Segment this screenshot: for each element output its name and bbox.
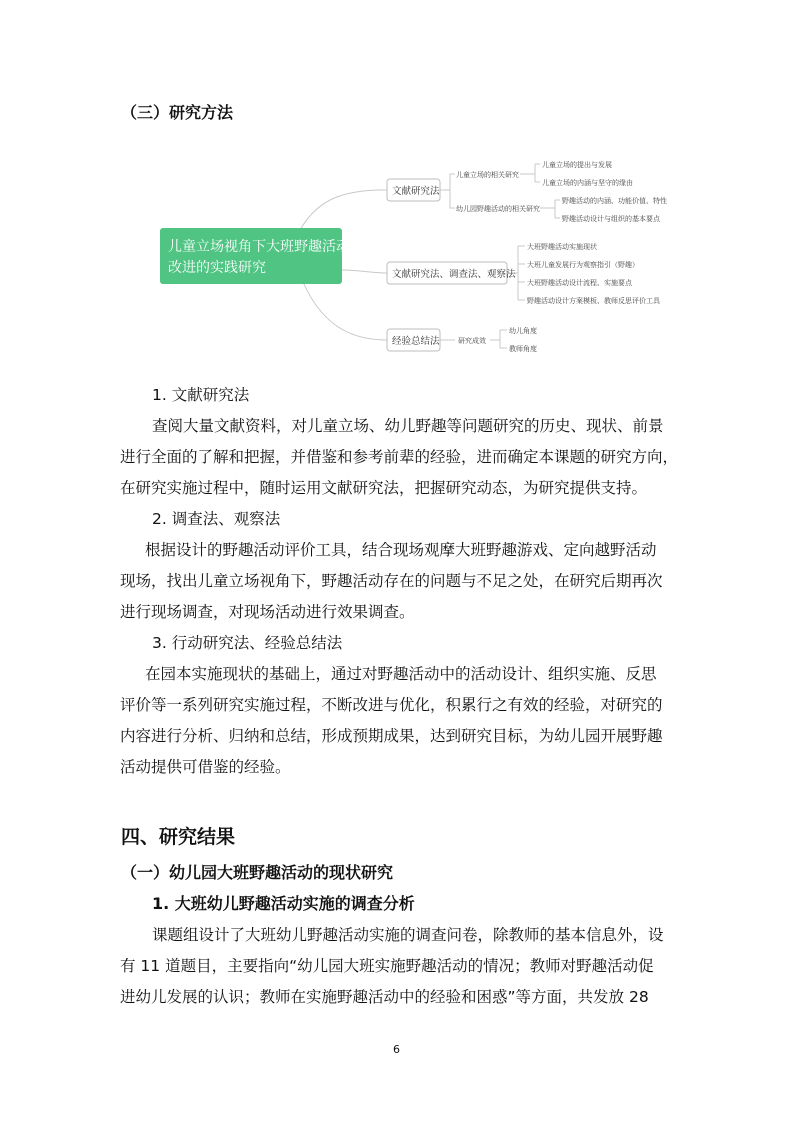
leaf-label: 儿童立场的内涵与坚守的缘由 — [542, 179, 633, 187]
research-methods-mindmap — [150, 150, 690, 360]
branch-label-survey-observation: 文献研究法、调查法、观察法 — [392, 269, 516, 280]
method-2-title: 2. 调查法、观察法 — [152, 510, 281, 528]
section-heading-research-methods: （三）研究方法 — [121, 103, 234, 122]
sub-label: 幼儿园野趣活动的相关研究 — [456, 205, 540, 213]
paragraph-line: 活动提供可借鉴的经验。 — [120, 758, 291, 776]
branch-label-experience: 经验总结法 — [392, 336, 440, 347]
method-1-title: 1. 文献研究法 — [152, 386, 250, 404]
branch-label-literature: 文献研究法 — [392, 186, 440, 197]
leaf-label: 儿童立场的提出与发展 — [542, 161, 612, 169]
page-number: 6 — [393, 1043, 400, 1056]
paragraph-line: 课题组设计了大班幼儿野趣活动实施的调查问卷，除教师的基本信息外，设 — [152, 926, 664, 944]
paragraph-line: 现场，找出儿童立场视角下，野趣活动存在的问题与不足之处，在研究后期再次 — [120, 572, 663, 590]
section-heading-results: 四、研究结果 — [121, 826, 236, 848]
subsection-heading-current-status: （一）幼儿园大班野趣活动的现状研究 — [121, 863, 394, 882]
mindmap-branch-2 — [387, 242, 661, 305]
sub-label: 研究成效 — [458, 337, 486, 345]
paragraph-line: 有 11 道题目，主要指向“幼儿园大班实施野趣活动的情况；教师对野趣活动促 — [120, 957, 654, 975]
paragraph-line: 内容进行分析、归纳和总结，形成预期成果，达到研究目标，为幼儿园开展野趣 — [120, 727, 663, 745]
mindmap-branch-3 — [387, 326, 537, 353]
paragraph-line: 在研究实施过程中，随时运用文献研究法，把握研究动态，为研究提供支持。 — [120, 479, 648, 497]
leaf-label: 野趣活动设计方案模板、教师反思评价工具 — [527, 297, 660, 305]
mindmap-root-line1: 儿童立场视角下大班野趣活动 — [168, 239, 350, 255]
leaf-label: 教师角度 — [509, 345, 537, 353]
leaf-label: 幼儿角度 — [509, 327, 537, 335]
paragraph-line: 进行现场调查，对现场活动进行效果调查。 — [120, 603, 415, 621]
sub-label: 儿童立场的相关研究 — [456, 171, 519, 179]
paragraph-line: 根据设计的野趣活动评价工具，结合现场观摩大班野趣游戏、定向越野活动 — [145, 541, 657, 559]
leaf-label: 大班儿童发展行为观察指引（野趣） — [527, 261, 639, 269]
leaf-label: 大班野趣活动设计流程、实施要点 — [527, 279, 632, 287]
mindmap-root-line2: 改进的实践研究 — [168, 260, 266, 276]
method-3-title: 3. 行动研究法、经验总结法 — [152, 634, 343, 652]
leaf-label: 大班野趣活动实施现状 — [527, 243, 597, 251]
subsection-heading-survey-analysis: 1. 大班幼儿野趣活动实施的调查分析 — [152, 894, 415, 913]
paragraph-line: 在园本实施现状的基础上，通过对野趣活动中的活动设计、组织实施、反思 — [145, 665, 657, 683]
paragraph-line: 评价等一系列研究实施过程，不断改进与优化，积累行之有效的经验，对研究的 — [120, 696, 663, 714]
leaf-label: 野趣活动的内涵、功能价值、特性 — [562, 197, 667, 205]
paragraph-line: 进幼儿发展的认识；教师在实施野趣活动中的经验和困惑”等方面，共发放 28 — [120, 988, 649, 1006]
mindmap-branch-1 — [387, 160, 667, 223]
leaf-label: 野趣活动设计与组织的基本要点 — [562, 215, 660, 223]
paragraph-line: 进行全面的了解和把握，并借鉴和参考前辈的经验，进而确定本课题的研究方向， — [120, 448, 679, 466]
paragraph-line: 查阅大量文献资料，对儿童立场、幼儿野趣等问题研究的历史、现状、前景 — [152, 417, 664, 435]
